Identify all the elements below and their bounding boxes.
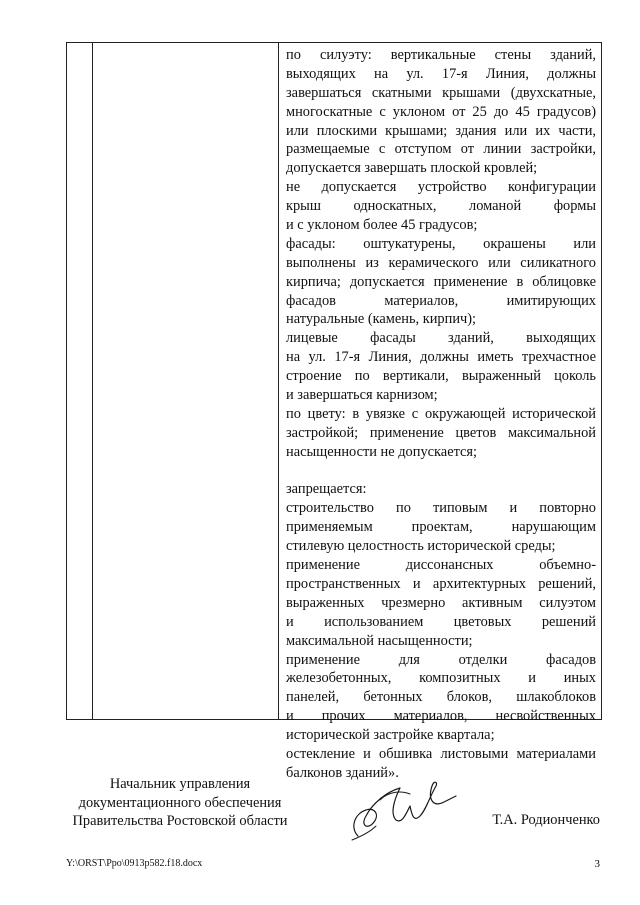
- signatory-title-line-2: документационного обеспечения: [78, 794, 282, 811]
- signer-name: Т.А. Родионченко: [492, 812, 600, 828]
- text-line: железобетонных, композитных и иных: [286, 670, 596, 687]
- text-line: пространственных и архитектурных решений,: [286, 575, 596, 592]
- text-line: допускается завершать плоской кровлей;: [286, 160, 538, 177]
- text-line: застройкой; применение цветов максимальной: [286, 424, 596, 441]
- text-line: многоскатные с уклоном от 25 до 45 градусов): [286, 103, 596, 120]
- text-line: размещаемые с отступом от линии застройки,: [286, 141, 596, 158]
- text-line: выполнены из керамического или силикатного: [286, 254, 596, 271]
- text-line: фасадов материалов, имитирующих: [286, 292, 596, 309]
- text-line: на ул. 17-я Линия, должны иметь трехчастное: [286, 349, 596, 366]
- column-divider-1: [92, 43, 93, 719]
- text-line: применение для отделки фасадов: [286, 651, 596, 668]
- handwritten-signature: [340, 770, 460, 845]
- text-line: стилевую целостность исторической среды;: [286, 538, 556, 555]
- text-line: кирпича; допускается применение в облицовке: [286, 273, 596, 290]
- text-line: выраженных чрезмерно активным силуэтом: [286, 594, 596, 611]
- text-line: строительство по типовым и повторно: [286, 500, 596, 517]
- regulation-text-cell: [286, 46, 596, 783]
- blank-line: [286, 462, 596, 481]
- text-line: и с уклоном более 45 градусов;: [286, 217, 478, 234]
- text-line: исторической застройке квартала;: [286, 727, 495, 744]
- text-line: насыщенности не допускается;: [286, 443, 478, 460]
- text-line: и использованием цветовых решений: [286, 613, 596, 630]
- text-line: и прочих материалов, несвойственных: [286, 708, 596, 725]
- text-line: балконов зданий».: [286, 764, 399, 781]
- text-line: по силуэту: вертикальные стены зданий,: [286, 47, 596, 63]
- text-line: лицевые фасады зданий, выходящих: [286, 330, 596, 347]
- text-line: завершаться скатными крышами (двухскатные,: [286, 84, 596, 101]
- text-line: или плоскими крышами; здания или их части,: [286, 122, 596, 139]
- signatory-title-line-1: Начальник управления: [109, 776, 251, 792]
- text-line: крыш односкатных, ломаной формы: [286, 198, 596, 215]
- column-divider-2: [278, 43, 279, 719]
- signatory-title-line-3: Правительства Ростовской области: [72, 813, 288, 829]
- text-line: остекление и обшивка листовыми материалами: [286, 745, 596, 762]
- text-line: максимальной насыщенности;: [286, 632, 473, 649]
- text-line: запрещается:: [286, 481, 367, 498]
- text-line: не допускается устройство конфигурации: [286, 179, 596, 196]
- text-line: панелей, бетонных блоков, шлакоблоков: [286, 689, 596, 706]
- text-line: выходящих на ул. 17-я Линия, должны: [286, 65, 596, 82]
- text-line: применяемым проектам, нарушающим: [286, 519, 596, 536]
- text-line: фасады: оштукатурены, окрашены или: [286, 235, 596, 252]
- text-line: и завершаться карнизом;: [286, 387, 438, 404]
- signatory-title: [66, 775, 294, 831]
- document-table: [66, 42, 602, 781]
- text-line: по цвету: в увязке с окружающей исторической: [286, 405, 596, 422]
- text-line: натуральные (камень, кирпич);: [286, 311, 477, 328]
- text-line: применение диссонансных объемно-: [286, 557, 596, 574]
- text-line: строение по вертикали, выраженный цоколь: [286, 368, 596, 385]
- footer-file-path: Y:\ORST\Ppo\0913p582.f18.docx: [66, 858, 203, 869]
- page-number: 3: [594, 858, 600, 870]
